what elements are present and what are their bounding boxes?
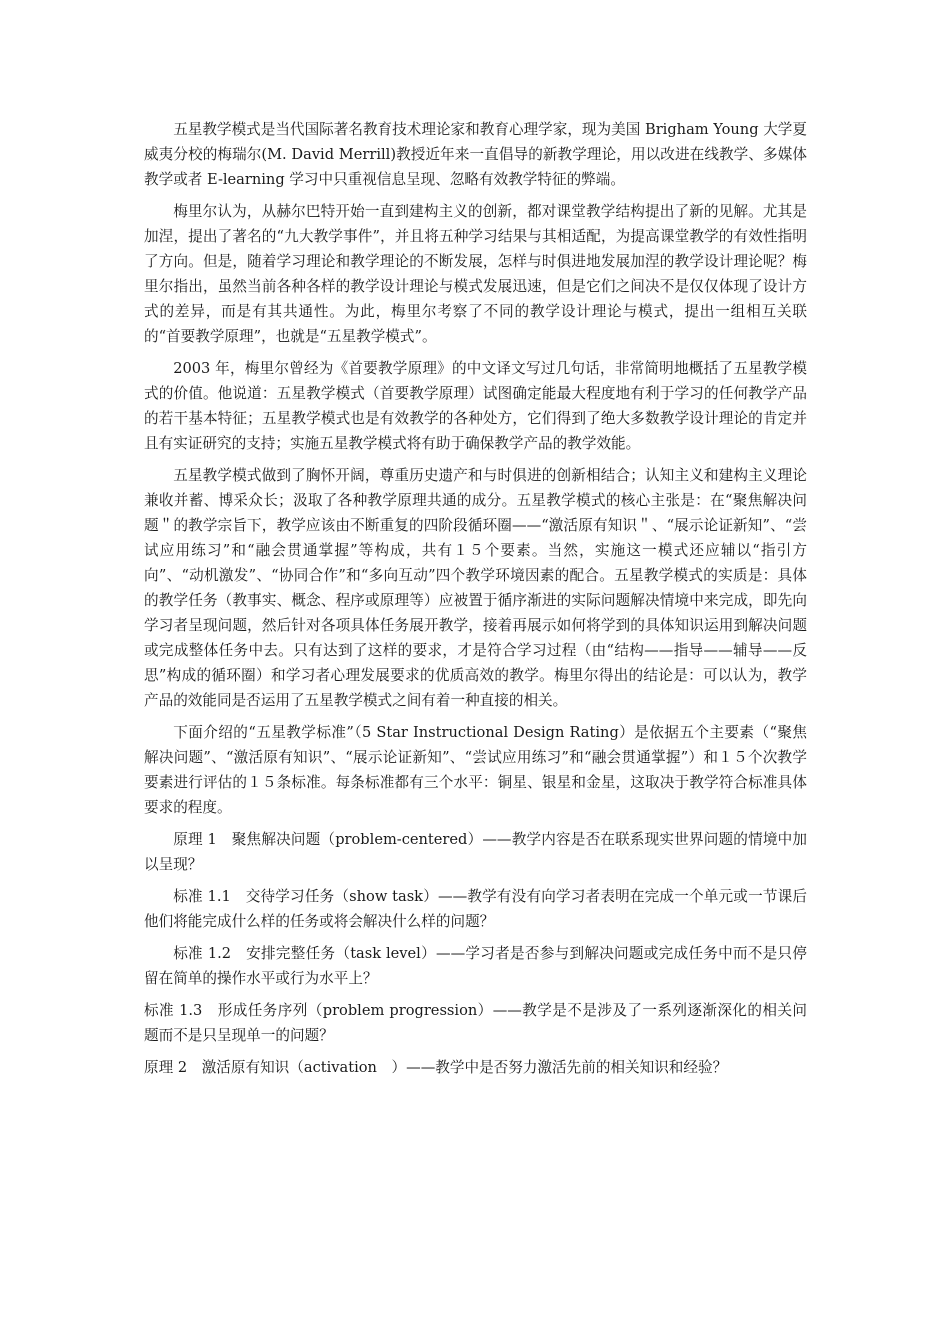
paragraph-2003-note: 2003 年，梅里尔曾经为《首要教学原理》的中文译文写过几句话，非常简明地概括了五星教学模式的价值。他说道：五星教学模式（首要教学原理）试图确定能最大程度地有利于学习的任何教学产品的若干基本特征；五星教学模式也是有效教学的各种处方，它们得到了绝大多数教学设计理论的肯定并且有实证研究的支持；实施五星教学模式将有助于确保教学产品的教学效能。 [144,360,807,452]
standard-1-3: 标准 1.3 形成任务序列（problem progression）——教学是不是涉及了一系列逐渐深化的相关问题而不是只呈现单一的问题？ [144,1002,807,1044]
document-body [144,117,807,1087]
principle-2: 原理 2 激活原有知识（activation ）——教学中是否努力激活先前的相关知识和经验？ [144,1059,728,1076]
paragraph-merrill-view: 梅里尔认为，从赫尔巴特开始一直到建构主义的创新，都对课堂教学结构提出了新的见解。尤其是加涅，提出了著名的“九大教学事件”，并且将五种学习结果与其相适配，为提高课堂教学的有效性指明了方向。但是，随着学习理论和教学理论的不断发展，怎样与时俱进地发展加涅的教学设计理论呢？梅里尔指出，虽然当前各种各样的教学设计理论与模式发展迅速，但是它们之间决不是仅仅体现了设计方式的差异，而是有其共通性。为此，梅里尔考察了不同的教学设计理论与模式，提出一组相互关联的“首要教学原理”，也就是“五星教学模式”。 [144,203,807,345]
paragraph-rating-intro: 下面介绍的“五星教学标准”（5 Star Instructional Design Rating）是依据五个主要素（“聚焦解决问题”、“激活原有知识”、“展示论证新知”、“尝试应用练习”和“融会贯通掌握”）和１５个次教学要素进行评估的１５条标准。每条标准都有三个水平：铜星、银星和金星，这取决于教学符合标准具体要求的程度。 [144,724,807,816]
paragraph-intro: 五星教学模式是当代国际著名教育技术理论家和教育心理学家，现为美国 Brigham Young 大学夏威夷分校的梅瑞尔(M. David Merrill)教授近年来一直倡导的新教学理论，用以改进在线教学、多媒体教学或者 E-learning 学习中只重视信息呈现、忽略有效教学特征的弊端。 [144,121,807,188]
principle-1: 原理 1 聚焦解决问题（problem-centered）——教学内容是否在联系现实世界问题的情境中加以呈现？ [144,831,807,873]
paragraph-model-core: 五星教学模式做到了胸怀开阔，尊重历史遗产和与时俱进的创新相结合；认知主义和建构主义理论兼收并蓄、博采众长；汲取了各种教学原理共通的成分。五星教学模式的核心主张是：在“聚焦解决问题＂的教学宗旨下，教学应该由不断重复的四阶段循环圈——“激活原有知识＂、“展示论证新知”、“尝试应用练习”和“融会贯通掌握”等构成，共有１５个要素。当然，实施这一模式还应辅以“指引方向”、“动机激发”、“协同合作”和“多向互动”四个教学环境因素的配合。五星教学模式的实质是：具体的教学任务（教事实、概念、程序或原理等）应被置于循序渐进的实际问题解决情境中来完成，即先向学习者呈现问题，然后针对各项具体任务展开教学，接着再展示如何将学到的具体知识运用到解决问题或完成整体任务中去。只有达到了这样的要求，才是符合学习过程（由“结构——指导——辅导——反思”构成的循环圈）和学习者心理发展要求的优质高效的教学。梅里尔得出的结论是：可以认为，教学产品的效能同是否运用了五星教学模式之间有着一种直接的相关。 [144,467,807,709]
standard-1-1: 标准 1.1 交待学习任务（show task）——教学有没有向学习者表明在完成一个单元或一节课后他们将能完成什么样的任务或将会解决什么样的问题？ [144,888,807,930]
standard-1-2: 标准 1.2 安排完整任务（task level）——学习者是否参与到解决问题或完成任务中而不是只停留在简单的操作水平或行为水平上？ [144,945,807,987]
